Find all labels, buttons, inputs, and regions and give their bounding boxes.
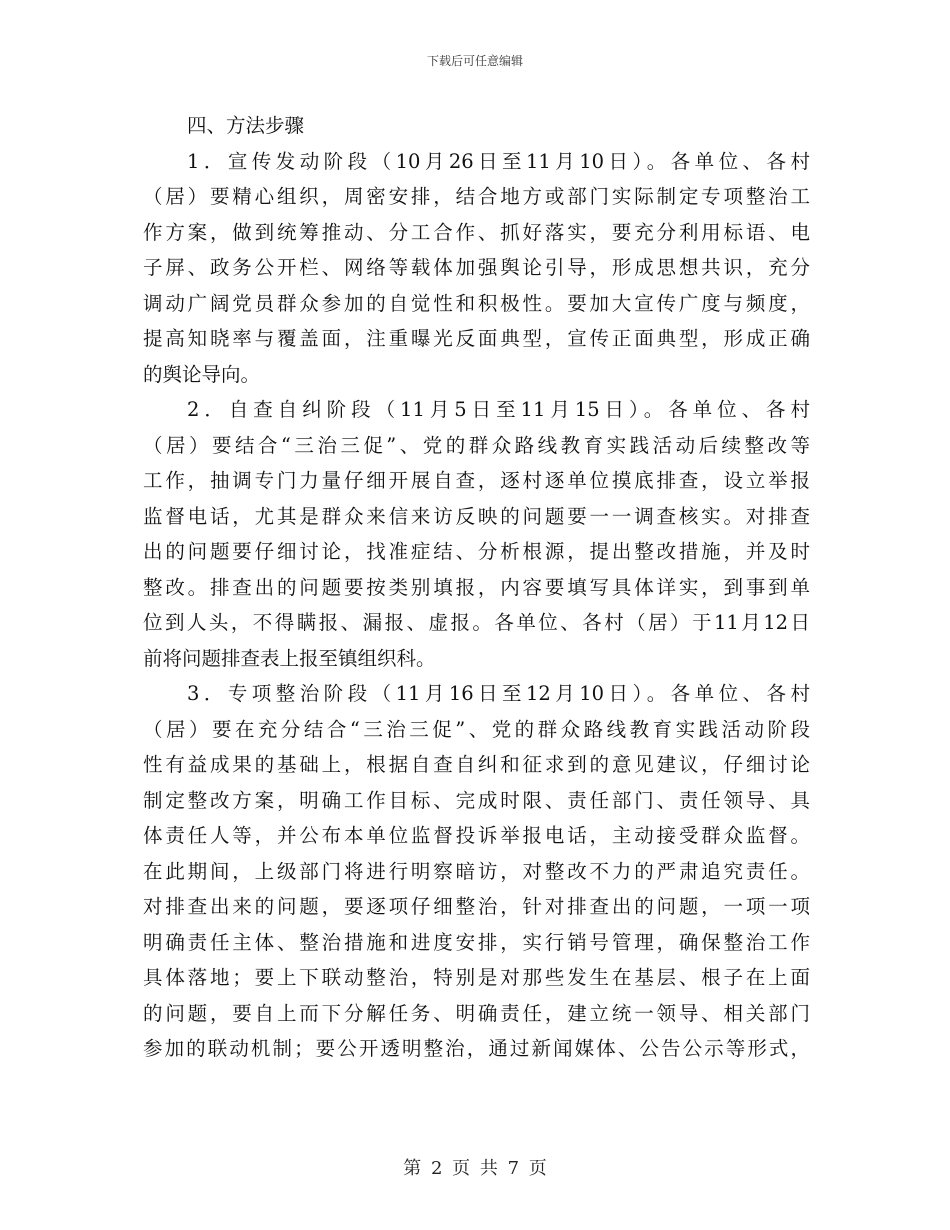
text-line: 1．宣传发动阶段（10月26日至11月10日）。各单位、各村	[187, 149, 810, 173]
text-line: 整改。排查出的问题要按类别填报，内容要填写具体详实，到事到单	[143, 575, 810, 599]
text-line: 的问题，要自上而下分解任务、明确责任，建立统一领导、相关部门	[143, 1001, 810, 1025]
text-line: 2．自查自纠阶段（11月5日至11月15日）。各单位、各村	[187, 398, 810, 421]
text-line: 3．专项整治阶段（11月16日至12月10日）。各单位、各村	[187, 682, 810, 705]
text-line: （居）要结合“三治三促”、党的群众路线教育实践活动后续整改等	[143, 433, 810, 457]
text-line: 在此期间，上级部门将进行明察暗访，对整改不力的严肃追究责任。	[143, 859, 810, 883]
text-line: 体责任人等，并公布本单位监督投诉举报电话，主动接受群众监督。	[143, 824, 810, 847]
text-line: 制定整改方案，明确工作目标、完成时限、责任部门、责任领导、具	[143, 788, 810, 812]
text-line: 对排查出来的问题，要逐项仔细整治，针对排查出的问题，一项一项	[143, 895, 810, 918]
text-line: 监督电话，尤其是群众来信来访反映的问题要一一调查核实。对排查	[143, 504, 810, 528]
text-line: 具体落地；要上下联动整治，特别是对那些发生在基层、根子在上面	[143, 966, 810, 989]
document-body	[143, 108, 810, 1067]
text-line: 出的问题要仔细讨论，找准症结、分析根源，提出整改措施，并及时	[143, 540, 810, 563]
text-line: 位到人头，不得瞒报、漏报、虚报。各单位、各村（居）于11月12日	[143, 611, 810, 634]
text-line: （居）要精心组织，周密安排，结合地方或部门实际制定专项整治工	[143, 185, 810, 208]
page-header-note: 下载后可任意编辑	[426, 54, 523, 68]
text-line: 作方案，做到统筹推动、分工合作、抓好落实，要充分利用标语、电	[143, 220, 810, 244]
text-line: 调动广阔党员群众参加的自觉性和积极性。要加大宣传广度与频度，	[143, 291, 810, 315]
text-line: （居）要在充分结合“三治三促”、党的群众路线教育实践活动阶段	[143, 717, 810, 741]
text-line: 明确责任主体、整治措施和进度安排，实行销号管理，确保整治工作	[143, 930, 810, 954]
text-line: 提高知晓率与覆盖面，注重曝光反面典型，宣传正面典型，形成正确	[143, 327, 810, 350]
text-line: 四、方法步骤	[187, 114, 305, 137]
text-line: 子屏、政务公开栏、网络等载体加强舆论引导，形成思想共识，充分	[143, 256, 810, 279]
text-line: 的舆论导向。	[143, 362, 261, 386]
text-line: 参加的联动机制；要公开透明整治，通过新闻媒体、公告公示等形式，	[143, 1037, 810, 1060]
text-line: 性有益成果的基础上，根据自查自纠和征求到的意见建议，仔细讨论	[143, 753, 810, 776]
text-line: 前将问题排查表上报至镇组织科。	[143, 646, 436, 670]
text-line: 工作，抽调专门力量仔细开展自查，逐村逐单位摸底排查，设立举报	[143, 469, 810, 492]
page-number: 第 2 页 共 7 页	[403, 1158, 547, 1179]
